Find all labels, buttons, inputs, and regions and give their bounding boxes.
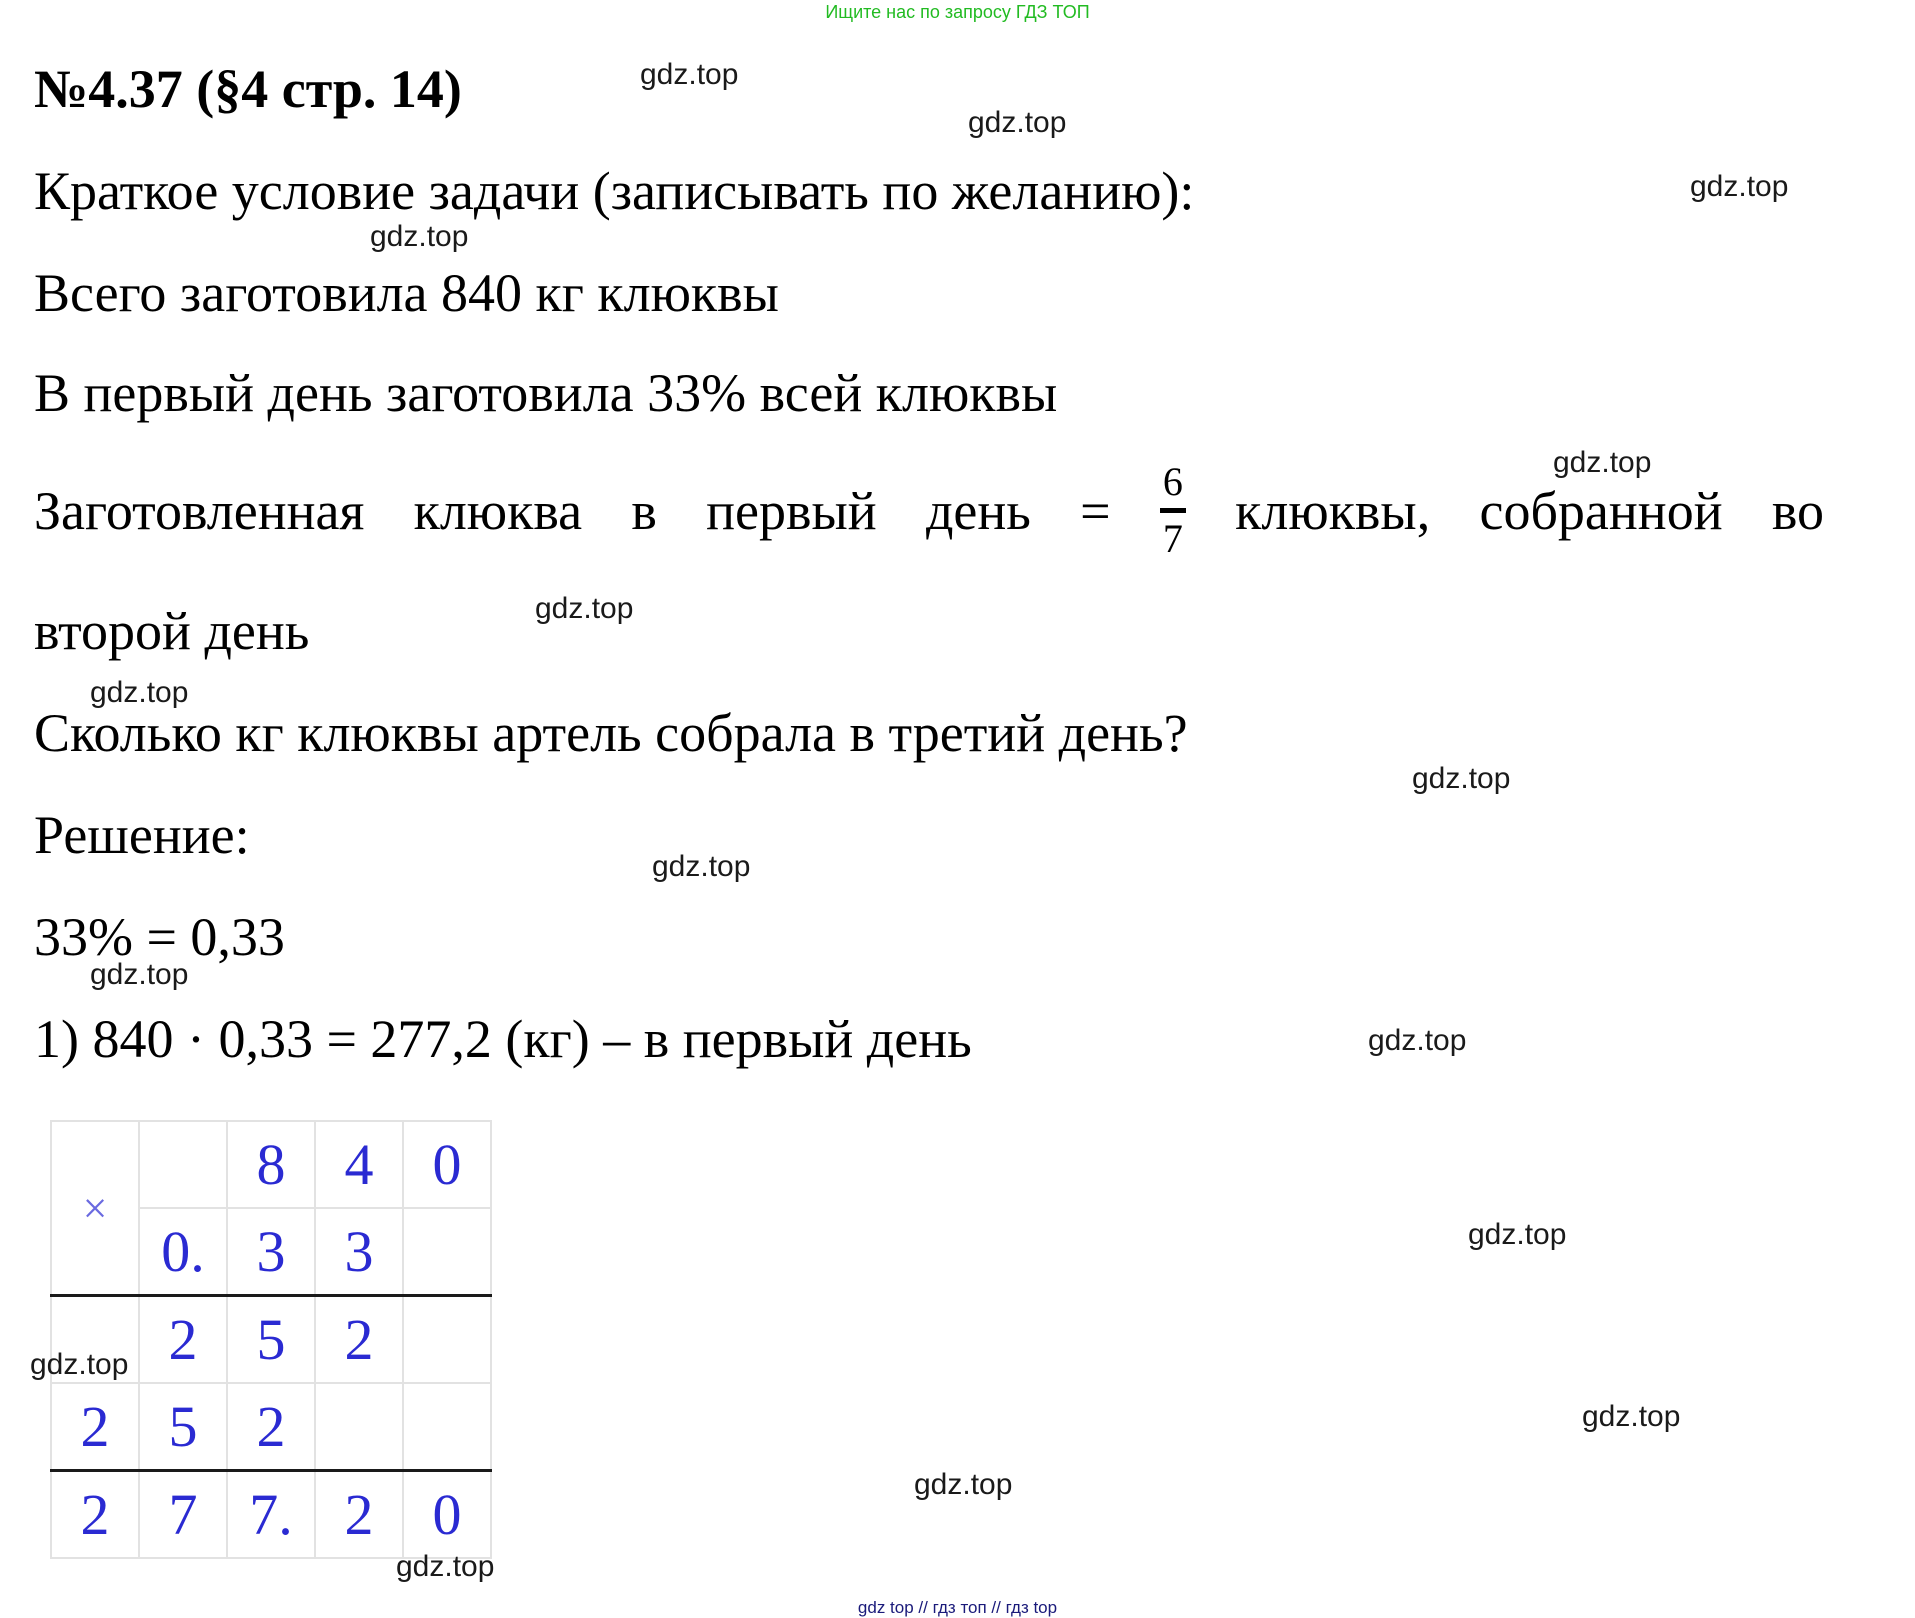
relation-word: первый [706,480,877,541]
grid-cell: 7 [139,1471,227,1559]
first-day-line: В первый день заготовила 33% всей клюквы [34,363,1058,423]
multiply-sign: × [51,1121,139,1296]
watermark: gdz.top [370,220,469,253]
grid-cell [403,1296,491,1384]
relation-word: клюква [413,480,583,541]
grid-cell: 2 [51,1383,139,1471]
watermark: gdz.top [1468,1218,1567,1251]
grid-cell [403,1208,491,1296]
relation-word: день [925,480,1031,541]
grid-cell: 2 [227,1383,315,1471]
watermark: gdz.top [1582,1400,1681,1433]
watermark: gdz.top [396,1550,495,1583]
grid-cell: 2 [139,1296,227,1384]
fraction-denominator: 7 [1162,516,1183,561]
question-line: Сколько кг клюквы артель собрала в третий день? [34,703,1188,763]
grid-cell: 3 [227,1208,315,1296]
grid-row [51,1121,491,1208]
relation-word: собранной [1479,480,1723,541]
watermark: gdz.top [1690,170,1789,203]
grid-cell: 4 [315,1121,403,1208]
watermark: gdz.top [1412,762,1511,795]
watermark: gdz.top [1368,1024,1467,1057]
grid-cell: 2 [51,1471,139,1559]
grid-cell [139,1121,227,1208]
grid-cell: 0 [403,1121,491,1208]
watermark: gdz.top [640,58,739,91]
watermark: gdz.top [90,676,189,709]
grid-row [51,1471,491,1559]
grid-cell: 2 [315,1471,403,1559]
grid-cell: 3 [315,1208,403,1296]
relation-word: клюквы, [1235,480,1431,541]
footer-links[interactable]: gdz top // гдз топ // гдз top [857,1598,1058,1617]
grid-cell: 5 [227,1296,315,1384]
relation-word: в [631,480,657,541]
fraction-six-sevenths [1160,459,1186,561]
percent-conversion: 33% = 0,33 [34,907,285,967]
solution-header: Решение: [34,805,250,865]
multiplication-grid [50,1120,492,1559]
grid-row [51,1383,491,1471]
condition-header: Краткое условие задачи (записывать по желанию): [34,161,1195,221]
grid-cell: 0. [139,1208,227,1296]
watermark: gdz.top [968,106,1067,139]
problem-title: №4.37 (§4 стр. 14) [34,59,462,119]
grid-cell: 5 [139,1383,227,1471]
grid-cell: 8 [227,1121,315,1208]
total-line: Всего заготовила 840 кг клюквы [34,263,779,323]
relation-word: = [1080,480,1111,541]
relation-end-line: второй день [34,601,310,661]
watermark: gdz.top [914,1468,1013,1501]
fraction-numerator: 6 [1162,459,1183,504]
grid-cell [315,1383,403,1471]
watermark: gdz.top [90,958,189,991]
watermark: gdz.top [652,850,751,883]
grid-cell: 2 [315,1296,403,1384]
relation-word: Заготовленная [34,480,365,541]
top-banner[interactable]: Ищите нас по запросу ГДЗ ТОП [825,2,1090,22]
relation-word: во [1771,480,1824,541]
grid-cell: 7. [227,1471,315,1559]
watermark: gdz.top [30,1348,129,1381]
fraction-bar [1160,508,1186,513]
watermark: gdz.top [1553,446,1652,479]
watermark: gdz.top [535,592,634,625]
step-1: 1) 840 · 0,33 = 277,2 (кг) – в первый день [34,1009,972,1069]
grid-cell [403,1383,491,1471]
grid-cell: 0 [403,1471,491,1559]
